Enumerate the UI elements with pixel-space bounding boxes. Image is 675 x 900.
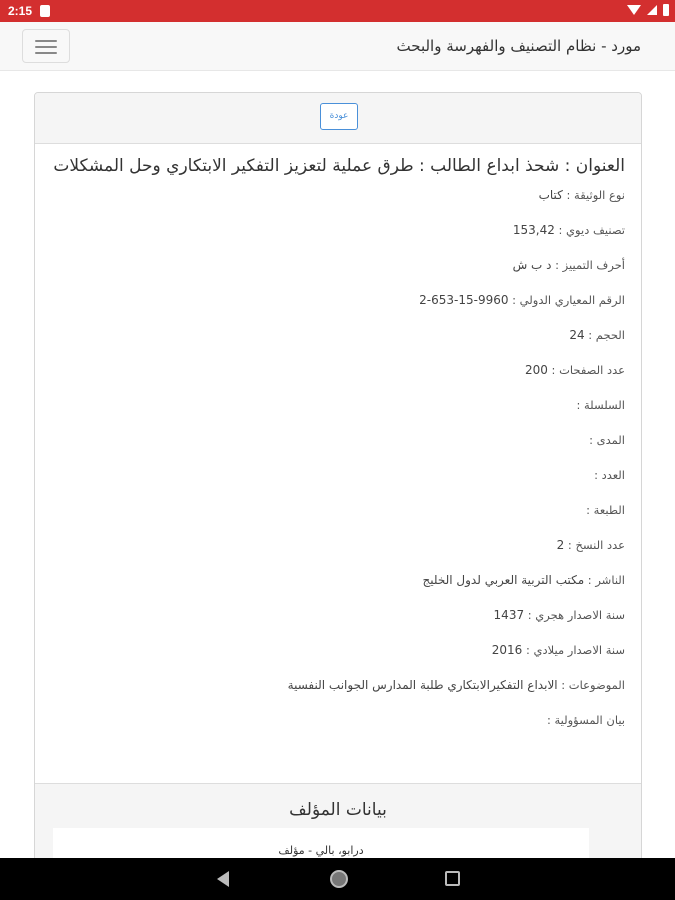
- record-field: [51, 532, 625, 559]
- hamburger-icon: [35, 40, 57, 42]
- field-label: السلسلة :: [576, 398, 625, 412]
- android-nav-bar: [0, 858, 675, 900]
- record-field: [51, 637, 625, 664]
- app-title[interactable]: مورد - نظام التصنيف والفهرسة والبحث: [396, 37, 641, 55]
- hamburger-icon: [35, 52, 57, 54]
- field-label: سنة الاصدار هجري :: [524, 608, 625, 622]
- field-label: العدد :: [594, 468, 625, 482]
- navbar: [0, 22, 675, 71]
- field-label: سنة الاصدار ميلادي :: [522, 643, 625, 657]
- field-label: عدد الصفحات :: [547, 363, 625, 377]
- field-label: الرقم المعياري الدولي :: [508, 293, 625, 307]
- field-label: الموضوعات :: [557, 678, 625, 692]
- wifi-icon: [627, 5, 641, 15]
- battery-icon: [663, 4, 669, 16]
- signal-icon: [647, 5, 657, 15]
- field-label: المدى :: [589, 433, 625, 447]
- field-value: 1437: [493, 608, 525, 622]
- record-field: [51, 217, 625, 244]
- field-label: أحرف التمييز :: [551, 258, 625, 272]
- menu-toggle-button[interactable]: [22, 29, 70, 63]
- field-label: بيان المسؤولية :: [546, 713, 625, 727]
- field-value: 9960-15-653-2: [419, 293, 509, 307]
- field-label: الحجم :: [584, 328, 625, 342]
- record-field: [51, 182, 625, 209]
- record-field: [51, 602, 625, 629]
- record-title: العنوان : شحذ ابداع الطالب : طرق عملية لتعزيز التفكير الابتكاري وحل المشكلات: [53, 156, 625, 176]
- field-value: 153,42: [512, 223, 555, 237]
- notification-icon: [40, 5, 50, 17]
- author-heading: بيانات المؤلف: [289, 800, 387, 820]
- record-details: [35, 144, 641, 734]
- record-field: [51, 567, 625, 594]
- record-field: [51, 287, 625, 314]
- field-value: 24: [569, 328, 585, 342]
- field-value: د ب ش: [512, 258, 552, 272]
- field-value: الابداع التفكيرالابتكاري طلبة المدارس الجوانب النفسية: [287, 678, 558, 692]
- record-field: [51, 322, 625, 349]
- record-field: [51, 427, 625, 454]
- back-button[interactable]: عودة: [320, 103, 358, 130]
- record-field: [51, 357, 625, 384]
- field-value: كتاب: [538, 188, 563, 202]
- status-time: 2:15: [8, 4, 33, 18]
- field-value: 2016: [491, 643, 523, 657]
- field-value: 200: [524, 363, 548, 377]
- home-circle-icon[interactable]: [330, 870, 348, 888]
- record-field: [51, 707, 625, 734]
- record-field: [51, 462, 625, 489]
- record-field: [51, 497, 625, 524]
- field-value: 2: [556, 538, 565, 552]
- record-field: [51, 252, 625, 279]
- field-label: الناشر :: [584, 573, 625, 587]
- status-bar: [0, 0, 675, 22]
- status-icons: [627, 4, 669, 16]
- field-label: الطبعة :: [586, 503, 625, 517]
- author-name: درابو، بالي - مؤلف: [278, 844, 364, 857]
- field-label: نوع الوثيقة :: [562, 188, 625, 202]
- record-panel: [34, 92, 642, 872]
- panel-heading: [35, 93, 641, 144]
- field-label: عدد النسخ :: [564, 538, 625, 552]
- recent-square-icon[interactable]: [445, 871, 460, 886]
- back-triangle-icon[interactable]: [217, 871, 229, 887]
- field-value: مكتب التربية العربي لدول الخليج: [422, 573, 585, 587]
- field-label: تصنيف ديوي :: [554, 223, 625, 237]
- hamburger-icon: [35, 46, 57, 48]
- record-field: [51, 392, 625, 419]
- record-field: [51, 672, 625, 699]
